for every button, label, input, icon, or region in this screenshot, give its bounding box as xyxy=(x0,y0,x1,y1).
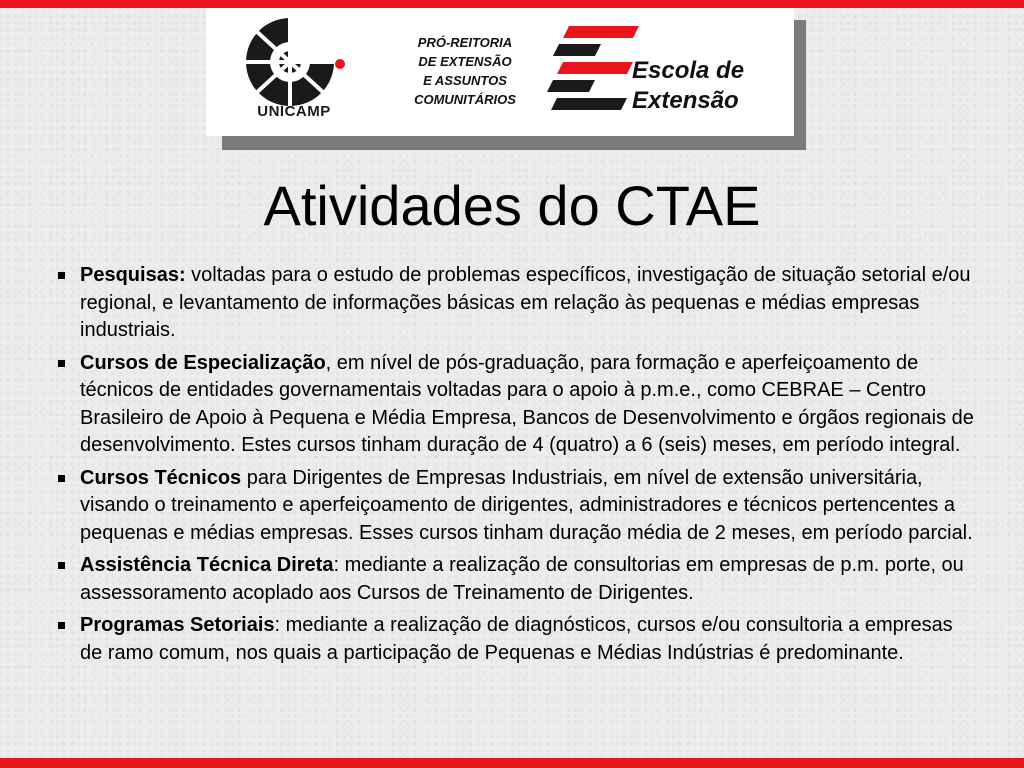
bottom-red-bar xyxy=(0,758,1024,768)
bullet-text: voltadas para o estudo de problemas específicos, investigação de situação setorial e/ou regional, e levantamento de informações básicas em relação às pequenas e médias empresas industriais. xyxy=(80,264,971,341)
bullet-term: Pesquisas: xyxy=(80,264,186,286)
bullet-square-icon xyxy=(58,360,65,367)
escola-line: Extensão xyxy=(632,87,739,114)
bullet-term: Cursos Técnicos xyxy=(80,466,242,489)
bullet-square-icon xyxy=(58,475,65,482)
activities-list xyxy=(58,262,978,672)
bullet-square-icon xyxy=(58,272,65,279)
escola-line: Escola de xyxy=(632,57,745,84)
bullet-term: Cursos de Especialização xyxy=(80,351,326,374)
pro-reitoria-line: PRÓ-REITORIA xyxy=(417,35,513,50)
escola-extensao-logo-icon xyxy=(545,22,645,118)
list-item xyxy=(58,262,978,345)
list-item xyxy=(58,612,978,667)
bullet-text: : mediante a realização de consultorias em empresas de p.m. porte, ou assessoramento acoplado aos Cursos de Treinamento de Dirigentes. xyxy=(80,554,964,604)
pro-reitoria-line: E ASSUNTOS xyxy=(423,73,507,88)
bullet-square-icon xyxy=(58,562,65,569)
bullet-square-icon xyxy=(58,622,65,629)
unicamp-wordmark: UNICAMP xyxy=(257,103,331,120)
pro-reitoria-line: DE EXTENSÃO xyxy=(418,54,512,69)
list-item xyxy=(58,552,978,607)
list-item xyxy=(58,465,978,548)
bullet-text: para Dirigentes de Empresas Industriais, em nível de extensão universitária, visando o treinamento e aperfeiçoamento de dirigentes, administradores e técnicos pertencentes a pequenas e médias empresas. Esses cursos tinham duração média de 2 meses, em período parcial. xyxy=(80,466,973,544)
bullet-term: Programas Setoriais xyxy=(80,614,275,636)
bullet-text: : mediante a realização de diagnósticos, cursos e/ou consultoria a empresas de ramo comum, nos quais a participação de Pequenas e Médias Indústrias é predominante. xyxy=(80,614,953,664)
top-red-bar xyxy=(0,0,1024,8)
pro-reitoria-line: COMUNITÁRIOS xyxy=(414,92,516,107)
bullet-term: Assistência Técnica Direta xyxy=(80,554,334,576)
list-item xyxy=(58,350,978,460)
slide-title: Atividades do CTAE xyxy=(263,174,761,237)
escola-extensao-wordmark xyxy=(632,56,782,116)
bullet-text: , em nível de pós-graduação, para formação e aperfeiçoamento de técnicos de entidades governamentais voltadas para o apoio à p.m.e., como CEBRAE – Centro Brasileiro de Apoio à Pequena e Média Empresa, Bancos de Desenvolvimento e órgãos regionais de desenvolvimento. Estes cursos tinham duração de 4 (quatro) a 6 (seis) meses, em período integral. xyxy=(80,351,974,456)
pro-reitoria-label xyxy=(390,33,540,109)
